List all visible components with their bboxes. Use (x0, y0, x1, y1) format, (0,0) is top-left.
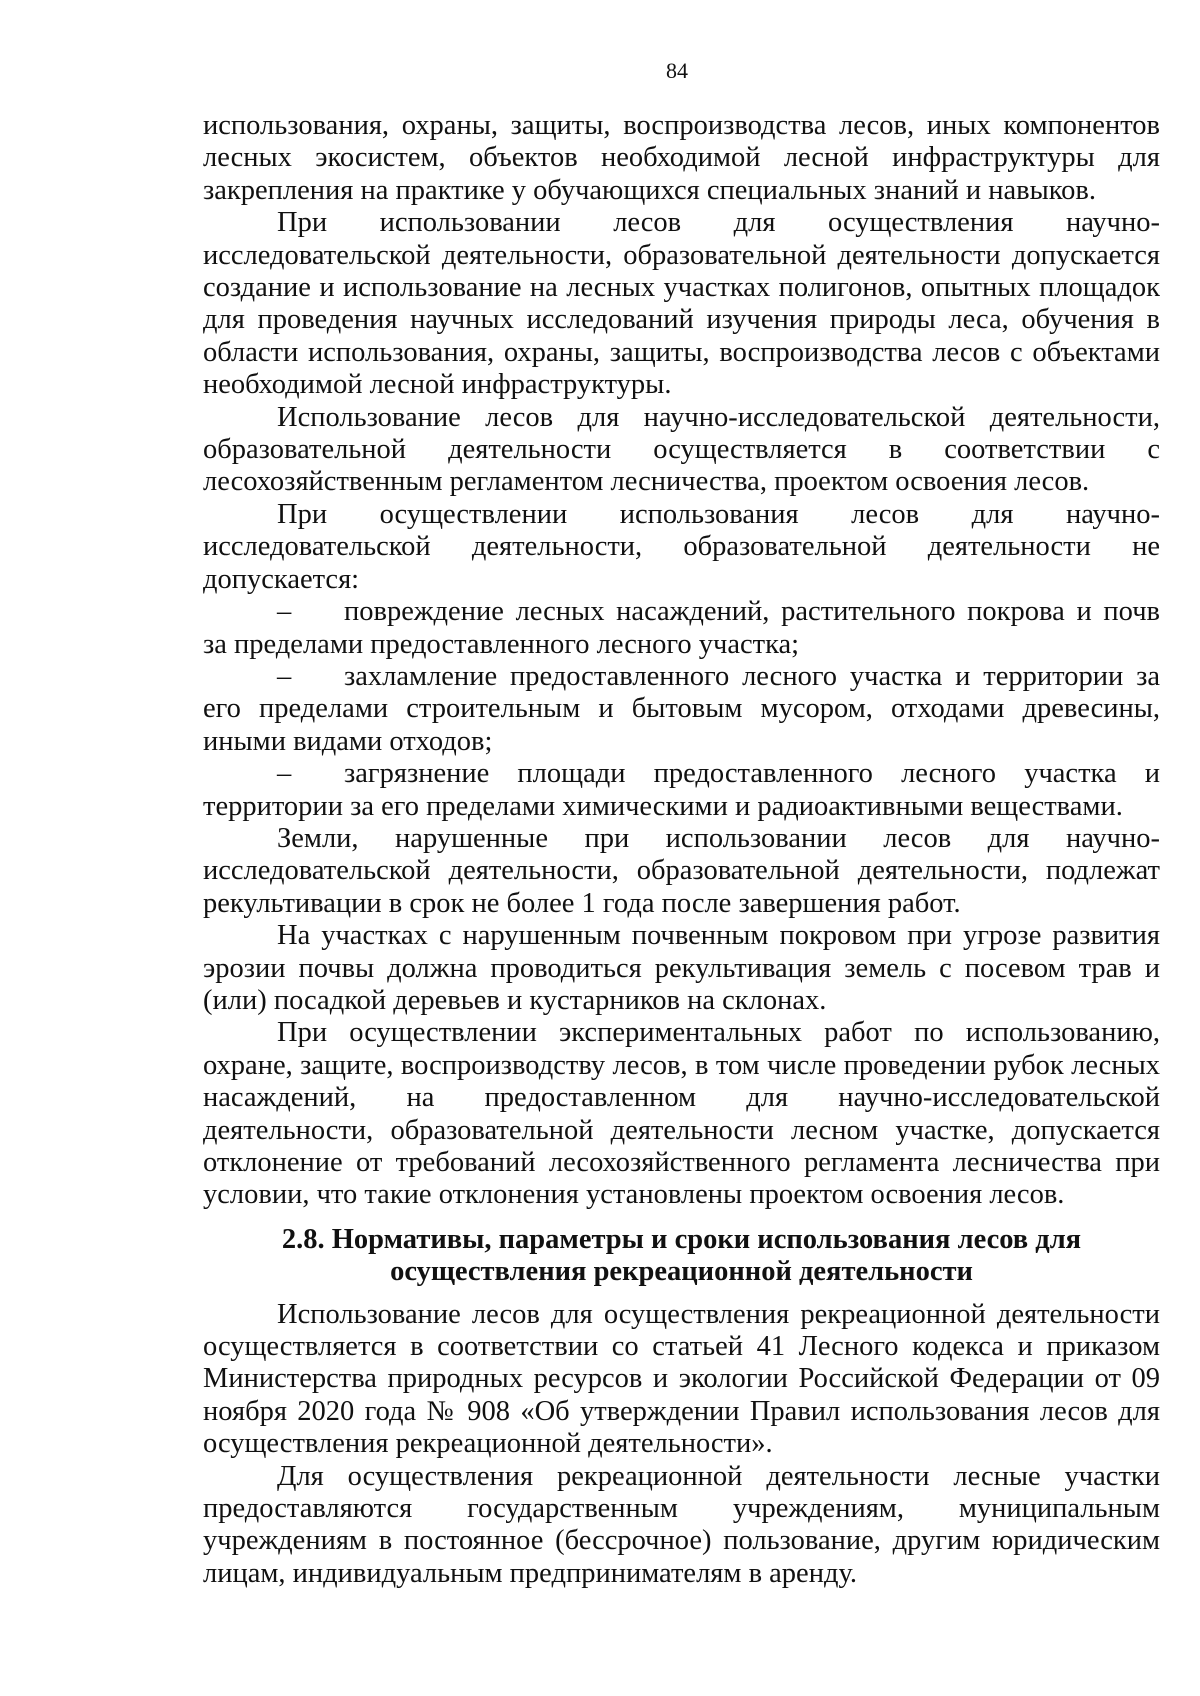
list-item (203, 758, 1160, 823)
paragraph: При осуществлении экспериментальных работ по использованию, охране, защите, воспроизводству лесов, в том числе проведении рубок лесных насаждений, на предоставленном для научно-исследовательской деятельности, образовательной деятельности лесном участке, допускается отклонение от требований лесохозяйственного регламента лесничества при условии, что такие отклонения установлены проектом освоения лесов. (203, 1017, 1160, 1211)
paragraph: При осуществлении использования лесов для научно-исследовательской деятельности, образовательной деятельности не допускается: (203, 498, 1160, 595)
list-dash: – (277, 596, 292, 628)
paragraph: При использовании лесов для осуществления научно-исследовательской деятельности, образовательной деятельности допускается создание и использование на лесных участках полигонов, опытных площадок для проведения научных исследований изучения природы леса, обучения в области использования, охраны, защиты, воспроизводства лесов с объектами необходимой лесной инфраструктуры. (203, 207, 1160, 401)
paragraph: На участках с нарушенным почвенным покровом при угрозе развития эрозии почвы должна проводиться рекультивация земель с посевом трав и (или) посадкой деревьев и кустарников на склонах. (203, 920, 1160, 1016)
section-heading (203, 1224, 1160, 1289)
list-dash: – (277, 660, 292, 692)
paragraph: Для осуществления рекреационной деятельности лесные участки предоставляются государственным учреждениям, муниципальным учреждениям в постоянное (бессрочное) пользование, другим юридическим лицам, индивидуальным предпринимателям в аренду. (203, 1460, 1160, 1589)
paragraph: Земли, нарушенные при использовании лесов для научно-исследовательской деятельности, образовательной деятельности, подлежат рекультивации в срок не более 1 года после завершения работ. (203, 822, 1160, 919)
paragraph-continued: использования, охраны, защиты, воспроизводства лесов, иных компонентов лесных экосистем, объектов необходимой лесной инфраструктуры для закрепления на практике у обучающихся специальных знаний и навыков. (203, 110, 1160, 206)
paragraph: Использование лесов для осуществления рекреационной деятельности осуществляется в соответствии со статьей 41 Лесного кодекса и приказом Министерства природных ресурсов и экологии Российской Федерации от 09 ноября 2020 года № 908 «Об утверждении Правил использования лесов для осуществления рекреационной деятельности». (203, 1298, 1160, 1460)
list-item-text: захламление предоставленного лесного участка и территории за его пределами строительным и бытовым мусором, отходами древесины, иными видами отходов; (203, 660, 1160, 757)
list-item-text: загрязнение площади предоставленного лесного участка и территории за его пределами химическими и радиоактивными веществами. (203, 758, 1160, 822)
list-item (203, 596, 1160, 661)
page-number: 84 (666, 58, 688, 83)
paragraph: Использование лесов для научно-исследовательской деятельности, образовательной деятельности осуществляется в соответствии с лесохозяйственным регламентом лесничества, проектом освоения лесов. (203, 401, 1160, 498)
section-heading-line: осуществления рекреационной деятельности (390, 1256, 973, 1288)
list-item (203, 661, 1160, 758)
document-body (203, 110, 1160, 1590)
section-heading-line: 2.8. Нормативы, параметры и сроки использования лесов для (281, 1223, 1082, 1255)
list-dash: – (277, 758, 292, 790)
list-item-text: повреждение лесных насаждений, растительного покрова и почв за пределами предоставленного лесного участка; (203, 596, 1160, 660)
